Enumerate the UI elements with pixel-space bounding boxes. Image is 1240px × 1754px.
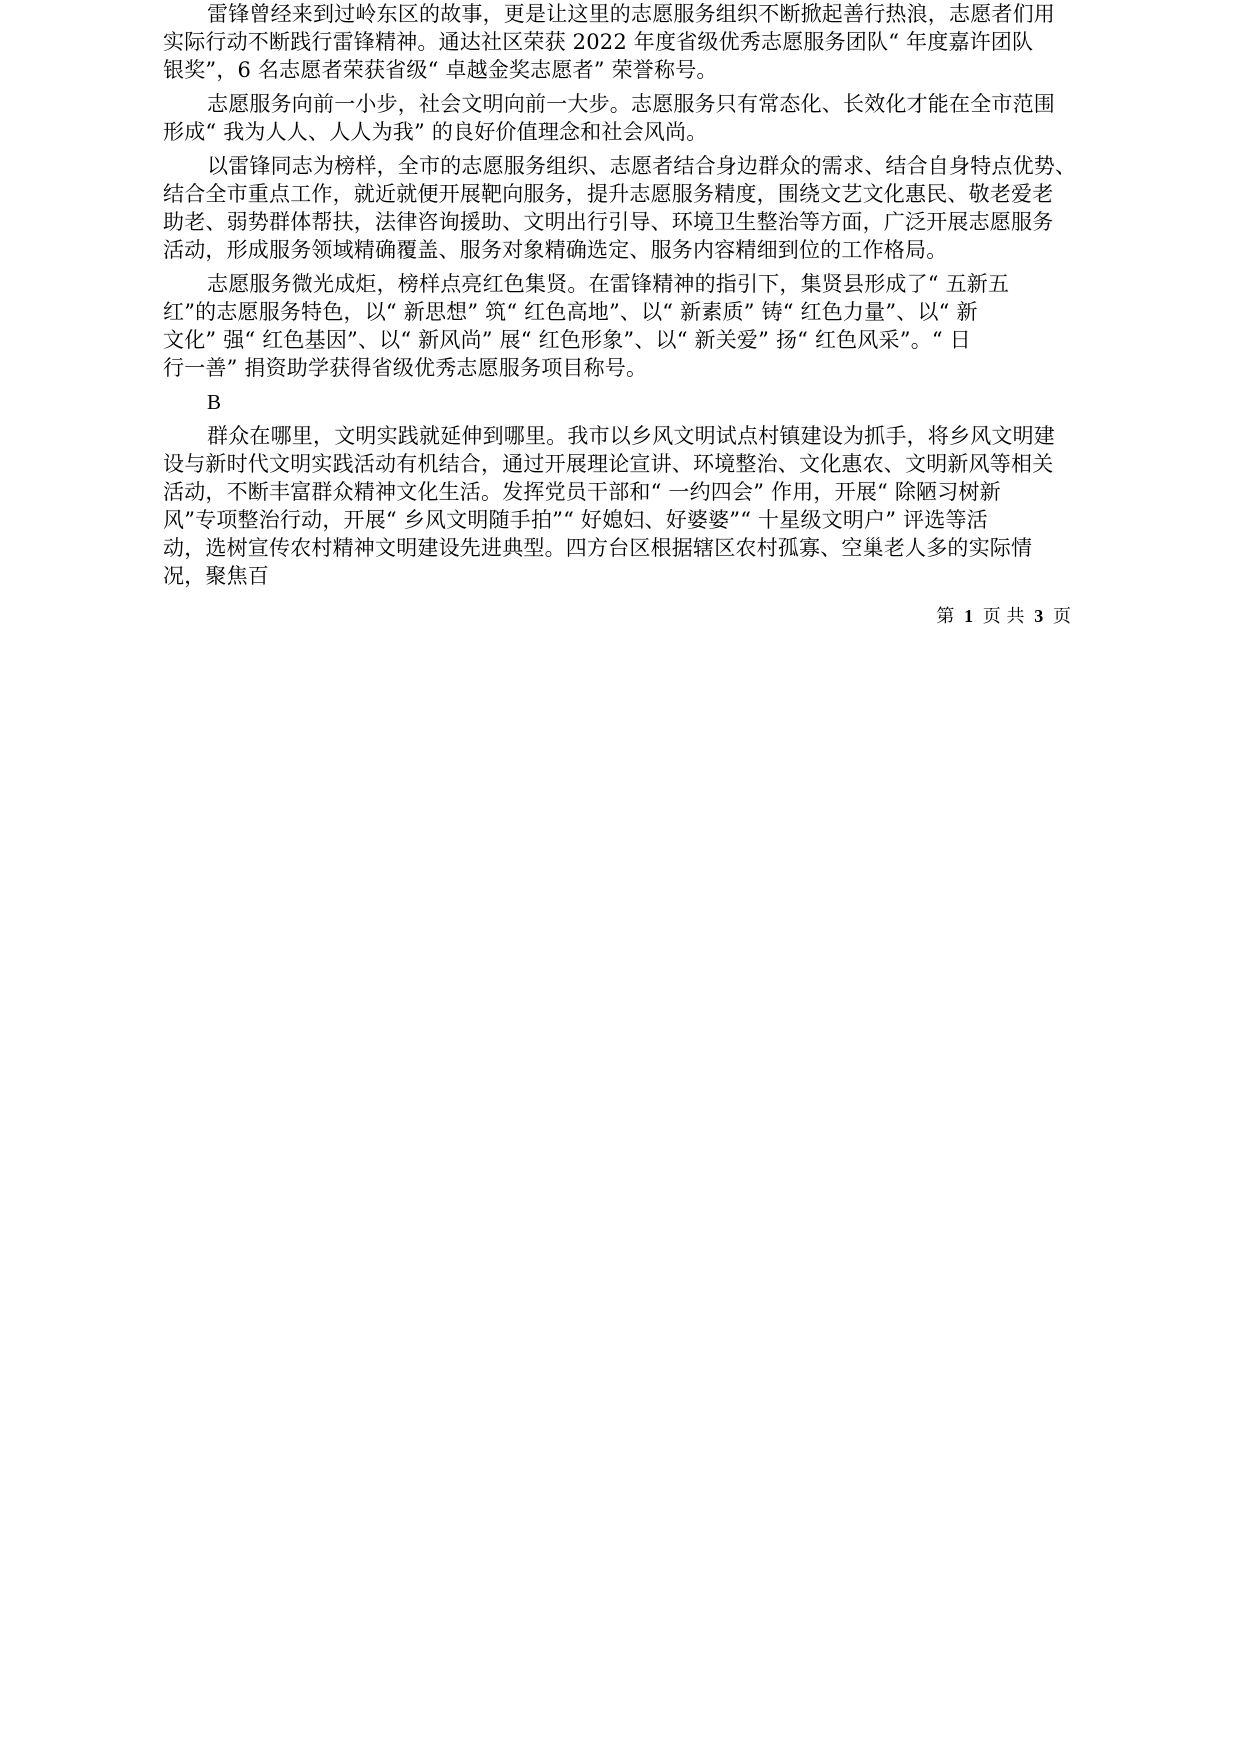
footer-middle: 页 共	[982, 606, 1025, 627]
text-line: 志愿服务微光成炬，榜样点亮红色集贤。在雷锋精神的指引下，集贤县形成了“ 五新五	[207, 272, 1010, 296]
text-line: 行一善” 捐资助学获得省级优秀志愿服务项目称号。	[163, 356, 648, 380]
text-line: 以雷锋同志为榜样，全市的志愿服务组织、志愿者结合身边群众的需求、结合自身特点优势、	[207, 154, 1077, 178]
page-footer	[163, 604, 1071, 629]
paragraph	[163, 90, 1091, 146]
text-line: 雷锋曾经来到过岭东区的故事，更是让这里的志愿服务组织不断掀起善行热浪，志愿者们用	[207, 2, 1055, 26]
text-line: 况，聚焦百	[163, 564, 269, 588]
text-line: 结合全市重点工作，就近就便开展靶向服务，提升志愿服务精度，围绕文艺文化惠民、敬老爱老	[163, 182, 1054, 206]
text-line: 活动，不断丰富群众精神文化生活。发挥党员干部和“ 一约四会” 作用，开展“ 除陋习树新	[163, 480, 1001, 504]
text-line: 文化” 强“ 红色基因”、以“ 新风尚” 展“ 红色形象”、以“ 新关爱” 扬“ 红色风采”。“ 日	[163, 328, 971, 352]
text-line: 形成“ 我为人人、人人为我” 的良好价值理念和社会风尚。	[163, 120, 708, 144]
document-page	[163, 0, 1091, 627]
section-heading: B	[207, 390, 222, 414]
paragraph	[163, 0, 1091, 84]
paragraph	[163, 152, 1091, 264]
text-line: 志愿服务向前一小步，社会文明向前一大步。志愿服务只有常态化、长效化才能在全市范围	[207, 92, 1055, 116]
text-line: 风”专项整治行动，开展“ 乡风文明随手拍”“ 好媳妇、好婆婆”“ 十星级文明户” 评选等活	[163, 508, 988, 532]
text-line: 动，选树宣传农村精神文明建设先进典型。四方台区根据辖区农村孤寡、空巢老人多的实际情	[163, 536, 1033, 560]
text-line: 设与新时代文明实践活动有机结合，通过开展理论宣讲、环境整治、文化惠农、文明新风等相关	[163, 452, 1054, 476]
paragraph	[163, 270, 1091, 382]
footer-suffix: 页	[1053, 606, 1071, 627]
paragraph	[163, 422, 1091, 590]
text-line: 群众在哪里，文明实践就延伸到哪里。我市以乡风文明试点村镇建设为抓手，将乡风文明建	[207, 424, 1055, 448]
body-text	[163, 0, 1091, 590]
total-page-count: 3	[1034, 606, 1044, 626]
text-line: 银奖”，6 名志愿者荣获省级“ 卓越金奖志愿者” 荣誉称号。	[163, 58, 718, 82]
text-line: 红”的志愿服务特色，以“ 新思想” 筑“ 红色高地”、以“ 新素质” 铸“ 红色力量”、以“ 新	[163, 300, 978, 324]
text-line: 实际行动不断践行雷锋精神。通达社区荣获 2022 年度省级优秀志愿服务团队“ 年度嘉许团队	[163, 30, 1034, 54]
text-line: 助老、弱势群体帮扶，法律咨询援助、文明出行引导、环境卫生整治等方面，广泛开展志愿服务	[163, 210, 1054, 234]
text-line: 活动，形成服务领域精确覆盖、服务对象精确选定、服务内容精细到位的工作格局。	[163, 238, 948, 262]
current-page-number: 1	[964, 606, 974, 626]
footer-prefix: 第	[936, 606, 955, 627]
